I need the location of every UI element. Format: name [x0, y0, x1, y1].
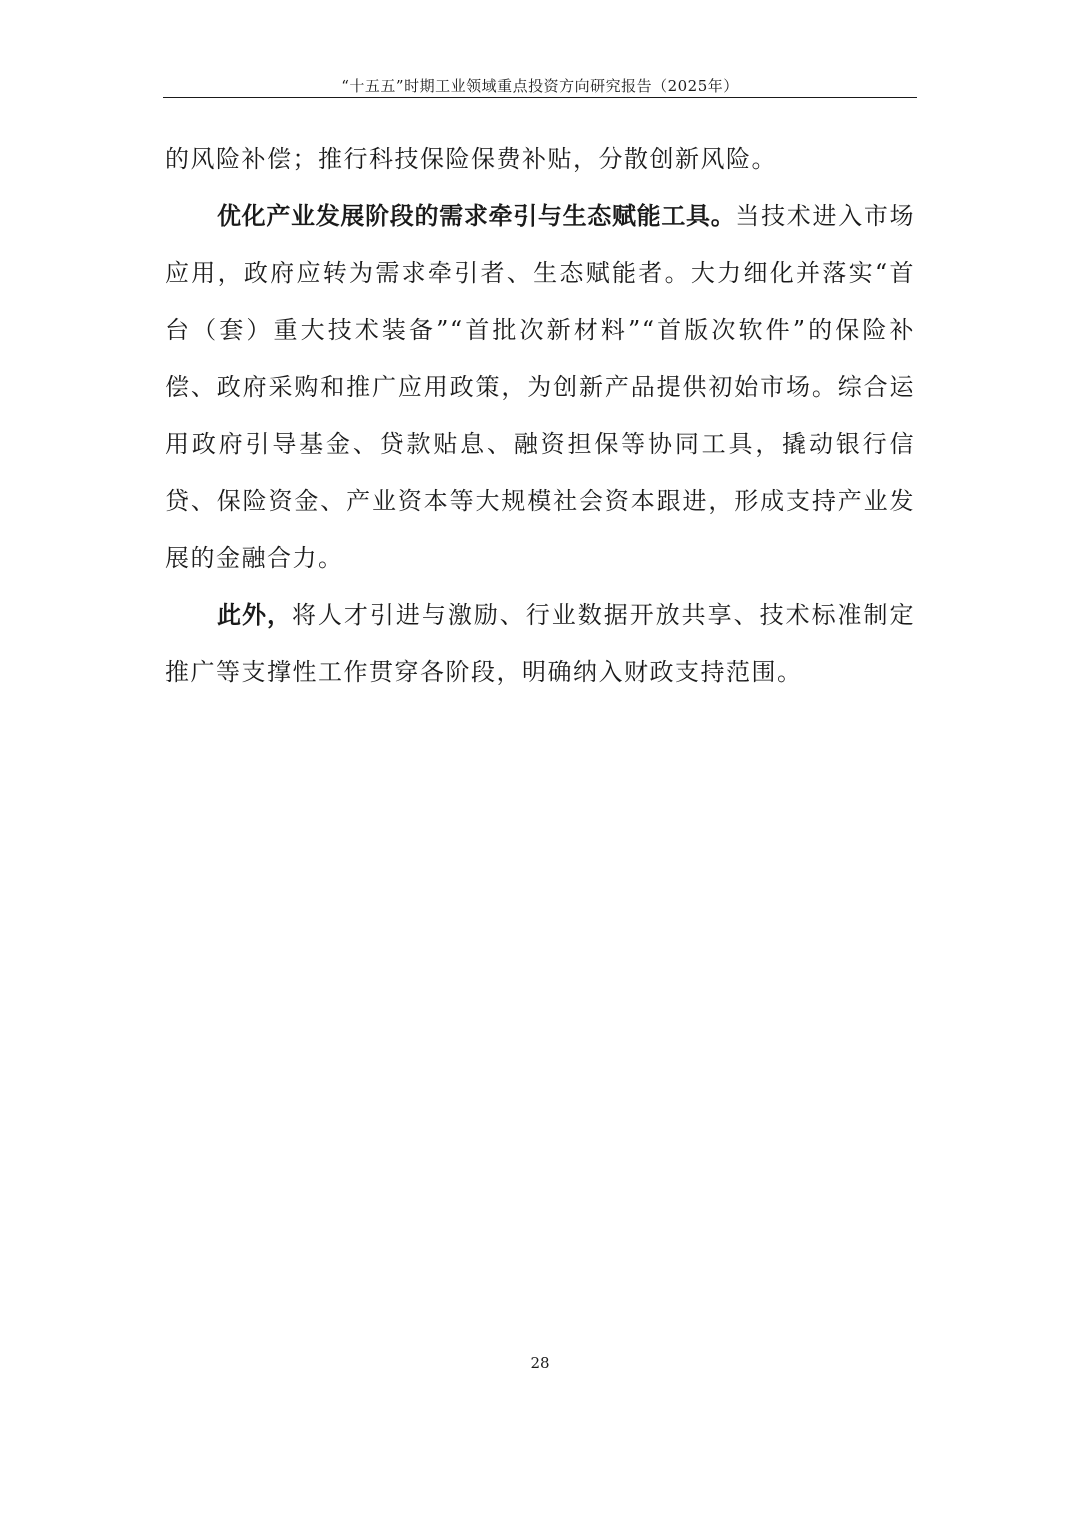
paragraph-continuation — [165, 131, 915, 188]
paragraph-lead-heading: 此外， — [217, 601, 292, 629]
paragraph-demand-pull-tools — [165, 188, 915, 587]
header-divider — [163, 97, 917, 98]
paragraph-text: 的风险补偿；推行科技保险保费补贴，分散创新风险。 — [165, 145, 777, 173]
running-header: “十五五”时期工业领域重点投资方向研究报告（2025年） — [341, 77, 739, 95]
paragraph-supporting-work — [165, 587, 915, 701]
page-number: 28 — [530, 1354, 550, 1372]
paragraph-text: 将人才引进与激励、行业数据开放共享、技术标准制定推广等支撑性工作贯穿各阶段，明确纳入财政支持范围。 — [165, 601, 916, 686]
body-text — [165, 131, 915, 701]
paragraph-text: 当技术进入市场应用，政府应转为需求牵引者、生态赋能者。大力细化并落实“首台（套）重大技术装备”“首批次新材料”“首版次软件”的保险补偿、政府采购和推广应用政策，为创新产品提供初始市场。综合运用政府引导基金、贷款贴息、融资担保等协同工具，撬动银行信贷、保险资金、产业资本等大规模社会资本跟进，形成支持产业发展的金融合力。 — [165, 202, 916, 572]
paragraph-lead-heading: 优化产业发展阶段的需求牵引与生态赋能工具。 — [217, 202, 736, 230]
